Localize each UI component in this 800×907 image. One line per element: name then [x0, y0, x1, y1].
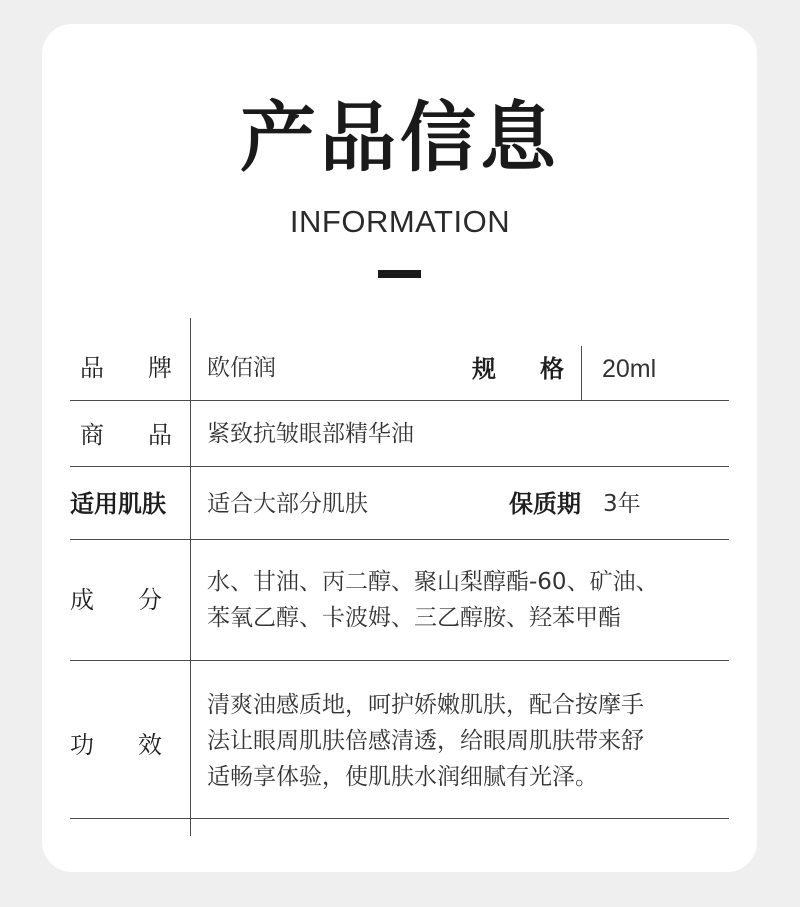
spec-column-divider — [581, 346, 582, 400]
product-label — [80, 423, 172, 447]
page-title: 产品信息 — [240, 93, 560, 182]
product-value: 紧致抗皱眼部精华油 — [207, 421, 414, 447]
efficacy-line: 法让眼周肌肤倍感清透，给眼周肌肤带来舒 — [207, 728, 644, 754]
spec-value: 20ml — [602, 355, 657, 383]
row-divider — [70, 660, 729, 661]
row-divider — [70, 818, 729, 819]
shelf-life-label: 保质期 — [509, 490, 581, 518]
efficacy-value — [207, 687, 644, 795]
ingredients-label — [70, 588, 162, 612]
table-column-divider — [190, 318, 191, 836]
row-divider — [70, 400, 729, 401]
ingredients-line: 水、甘油、丙二醇、聚山梨醇酯-60、矿油、 — [207, 569, 659, 595]
brand-label — [80, 356, 172, 380]
product-label-char: 商 — [80, 421, 104, 449]
efficacy-label — [70, 733, 162, 757]
efficacy-label-char: 功 — [70, 731, 94, 759]
spec-label-char: 规 — [472, 355, 496, 383]
row-divider — [70, 539, 729, 540]
efficacy-label-char: 效 — [138, 731, 162, 759]
row-divider — [70, 466, 729, 467]
ingredients-label-char: 分 — [138, 586, 162, 614]
brand-label-char: 品 — [80, 354, 104, 382]
spec-label-char: 格 — [540, 355, 564, 383]
skin-label: 适用肌肤 — [70, 490, 166, 518]
ingredients-label-char: 成 — [70, 586, 94, 614]
brand-label-char: 牌 — [148, 354, 172, 382]
title-divider — [378, 270, 421, 278]
brand-value: 欧佰润 — [207, 355, 276, 381]
spec-label — [472, 357, 564, 381]
ingredients-line: 苯氧乙醇、卡波姆、三乙醇胺、羟苯甲酯 — [207, 605, 621, 631]
product-label-char: 品 — [148, 421, 172, 449]
skin-value: 适合大部分肌肤 — [207, 491, 368, 517]
efficacy-line: 适畅享体验，使肌肤水润细腻有光泽。 — [207, 764, 598, 790]
ingredients-value — [207, 564, 659, 636]
efficacy-line: 清爽油感质地，呵护娇嫩肌肤，配合按摩手 — [207, 692, 644, 718]
page-subtitle: INFORMATION — [289, 204, 511, 239]
shelf-life-value: 3年 — [603, 491, 641, 517]
